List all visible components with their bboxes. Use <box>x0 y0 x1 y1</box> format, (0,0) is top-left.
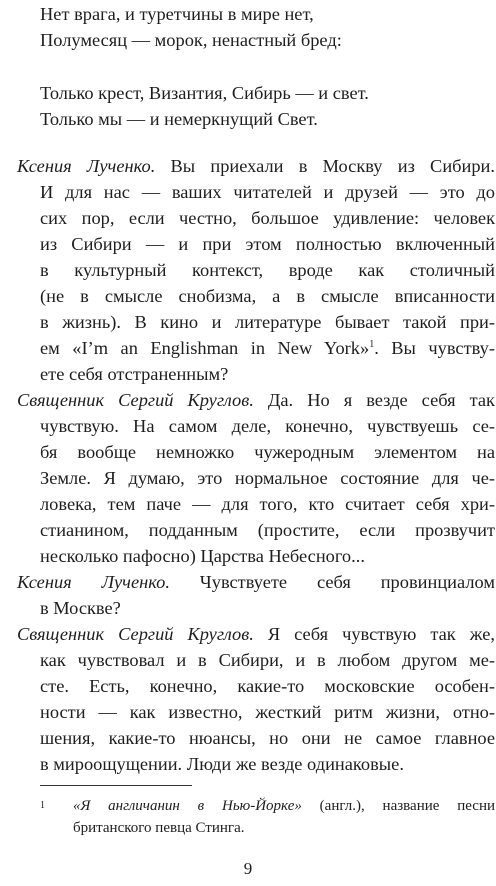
footnote-number: 1 <box>40 800 45 811</box>
poem-line: Только мы — и немеркнущий Свет. <box>40 109 318 129</box>
speaker-ksenia: Ксения Лученко. <box>17 156 156 176</box>
dialogue-line <box>17 154 495 178</box>
footnote-ref[interactable]: 1 <box>369 339 375 350</box>
dialogue-text: ем «I’m an Englishman in New York» <box>40 338 370 358</box>
dialogue-line <box>17 388 495 412</box>
footnote-title: «Я англичанин в Нью-Йорке» <box>73 798 302 814</box>
footnote-text-rest: (англ.), название песни <box>301 798 495 814</box>
dialogue-text: Чувствуете себя провинциалом <box>169 572 495 592</box>
dialogue-line <box>17 622 495 646</box>
dialogue-line: (не в смысле снобизма, а в смысле вписанности <box>40 286 495 306</box>
dialogue-line: несколько пафосно) Царства Небесного... <box>40 546 365 566</box>
dialogue-line: И для нас — ваших читателей и друзей — это до <box>40 182 495 202</box>
dialogue-line: ловека, тем паче — для того, кто считает себя хри- <box>40 494 495 514</box>
dialogue-text: Да. Но я везде себя так <box>253 390 495 410</box>
speaker-sergiy: Священник Сергий Круглов. <box>17 624 254 644</box>
dialogue-line: сих пор, если честно, большое удивление: человек <box>40 208 495 228</box>
footnote-text: британского певца Стинга. <box>73 820 245 836</box>
dialogue-line: в Москве? <box>40 598 121 618</box>
speaker-sergiy: Священник Сергий Круглов. <box>17 390 254 410</box>
poem-line: Только крест, Византия, Сибирь — и свет. <box>40 83 369 103</box>
dialogue-text: Я себя чувствую так же, <box>253 624 495 644</box>
dialogue-line: ете себя отстраненным? <box>40 364 229 384</box>
dialogue-line: ности — как известно, жесткий ритм жизни, отно- <box>40 702 495 722</box>
poem-line: Нет врага, и туретчины в мире нет, <box>40 4 314 24</box>
poem-line: Полумесяц — морок, ненастный бред: <box>40 30 342 50</box>
dialogue-line: шения, какие-то нюансы, но они не самое главное <box>40 728 495 748</box>
dialogue-text: Вы приехали в Москву из Сибири. <box>155 156 495 176</box>
dialogue-line: сте. Есть, конечно, какие-то московские особен- <box>40 676 495 696</box>
footnote-text <box>73 796 495 816</box>
dialogue-line: в мироощущении. Люди же везде одинаковые. <box>40 754 404 774</box>
dialogue-line: в культурный контекст, вроде как столичный <box>40 260 495 280</box>
dialogue-text: . Вы чувству- <box>374 338 495 358</box>
footnote-divider <box>40 785 192 786</box>
dialogue-line: как чувствовал и в Сибири, и в любом другом ме- <box>40 650 495 670</box>
dialogue-line: в жизнь). В кино и литературе бывает такой при- <box>40 312 495 332</box>
dialogue-line: стианином, подданным (простите, если прозвучит <box>40 520 495 540</box>
dialogue-line <box>40 336 495 360</box>
speaker-ksenia: Ксения Лученко. <box>17 572 170 592</box>
dialogue-line <box>17 570 495 594</box>
dialogue-line: чувствую. На самом деле, конечно, чувствуешь се- <box>40 416 495 436</box>
dialogue-line: Земле. Я думаю, это нормальное состояние для че- <box>40 468 495 488</box>
dialogue-line: из Сибири — и при этом полностью включенный <box>40 234 495 254</box>
page-number: 9 <box>243 859 253 878</box>
dialogue-line: бя вообще немножко чужеродным элементом на <box>40 442 495 462</box>
